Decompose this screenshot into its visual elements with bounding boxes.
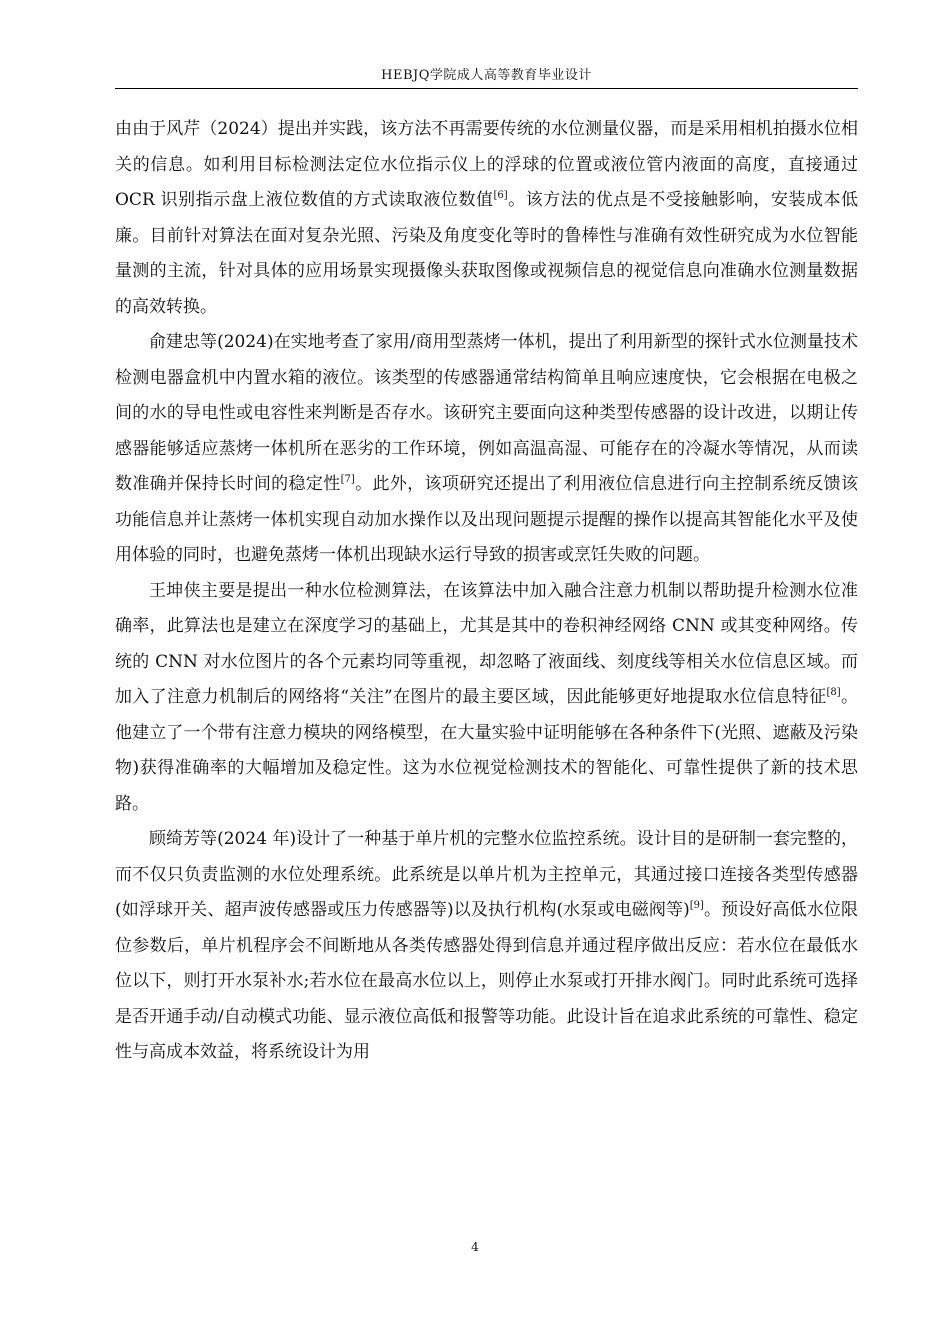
paragraph-3-text-a: 王坤侠主要是提出一种水位检测算法，在该算法中加入融合注意力机制以帮助提升检测水位准确率，此算法也是建立在深度学习的基础上，尤其是其中的卷积神经网络 CNN 或其变种网络。传统的 CNN 对水位图片的各个元素均同等重视，却忽略了液面线、刻度线等相关水位信息区域。而加入了注意力机制后的网络将“关注”在图片的最主要区域，因此能够更好地提取水位信息特征 bbox=[115, 580, 858, 707]
paragraph-2-text-b: 。此外，该项研究还提出了利用液位信息进行向主控制系统反馈该功能信息并让蒸烤一体机实现自动加水操作以及出现问题提示提醒的操作以提高其智能化水平及使用体验的同时，也避免蒸烤一体机出现缺水运行导致的损害或烹饪失败的问题。 bbox=[115, 474, 859, 565]
citation-7: [7] bbox=[340, 474, 355, 485]
paragraph-4-text-b: 。预设好高低水位限位参数后，单片机程序会不间断地从各类传感器处得到信息并通过程序做出反应：若水位在最低水位以下，则打开水泵补水;若水位在最高水位以上，则停止水泵或打开排水阀门。同时此系统可选择是否开通手动/自动模式功能、显示液位高低和报警等功能。此设计旨在追求此系统的可靠性、稳定性与高成本效益，将系统设计为用 bbox=[115, 900, 859, 1062]
header-rule bbox=[115, 88, 858, 89]
paragraph-3 bbox=[115, 574, 858, 823]
paragraph-2 bbox=[115, 325, 858, 574]
running-header: HEBJQ学院成人高等教育毕业设计 bbox=[381, 68, 592, 83]
citation-8: [8] bbox=[826, 687, 841, 698]
paragraph-1 bbox=[115, 112, 858, 325]
paragraph-1-text-a: 由由于风芹（2024）提出并实践，该方法不再需要传统的水位测量仪器，而是采用相机拍摄水位相关的信息。如利用目标检测法定位水位指示仪上的浮球的位置或液位管内液面的高度，直接通过 OCR 识别指示盘上液位数值的方式读取液位数值 bbox=[115, 119, 858, 210]
page-number: 4 bbox=[471, 1240, 479, 1254]
citation-9: [9] bbox=[689, 900, 704, 911]
paragraph-2-text-a: 俞建忠等(2024)在实地考查了家用/商用型蒸烤一体机，提出了利用新型的探针式水位测量技术检测电器盒机中内置水箱的液位。该类型的传感器通常结构简单且响应速度快，它会根据在电极之间的水的导电性或电容性来判断是否存水。该研究主要面向这种类型传感器的设计改进，以期让传感器能够适应蒸烤一体机所在恶劣的工作环境，例如高温高湿、可能存在的冷凝水等情况，从而读数准确并保持长时间的稳定性 bbox=[115, 332, 858, 494]
paragraph-3-text-b: 。他建立了一个带有注意力模块的网络模型，在大量实验中证明能够在各种条件下(光照、遮蔽及污染物)获得准确率的大幅增加及稳定性。这为水位视觉检测技术的智能化、可靠性提供了新的技术思路。 bbox=[115, 687, 858, 814]
citation-6: [6] bbox=[493, 190, 508, 201]
body-text bbox=[115, 112, 858, 1071]
paragraph-4 bbox=[115, 822, 858, 1071]
paragraph-4-text-a: 顾绮芳等(2024 年)设计了一种基于单片机的完整水位监控系统。设计目的是研制一套完整的，而不仅只负责监测的水位处理系统。此系统是以单片机为主控单元，其通过接口连接各类型传感器(如浮球开关、超声波传感器或压力传感器等)以及执行机构(水泵或电磁阀等) bbox=[115, 829, 858, 920]
paragraph-1-text-b: 。该方法的优点是不受接触影响，安装成本低廉。目前针对算法在面对复杂光照、污染及角度变化等时的鲁棒性与准确有效性研究成为水位智能量测的主流，针对具体的应用场景实现摄像头获取图像或视频信息的视觉信息向准确水位测量数据的高效转换。 bbox=[115, 190, 858, 317]
